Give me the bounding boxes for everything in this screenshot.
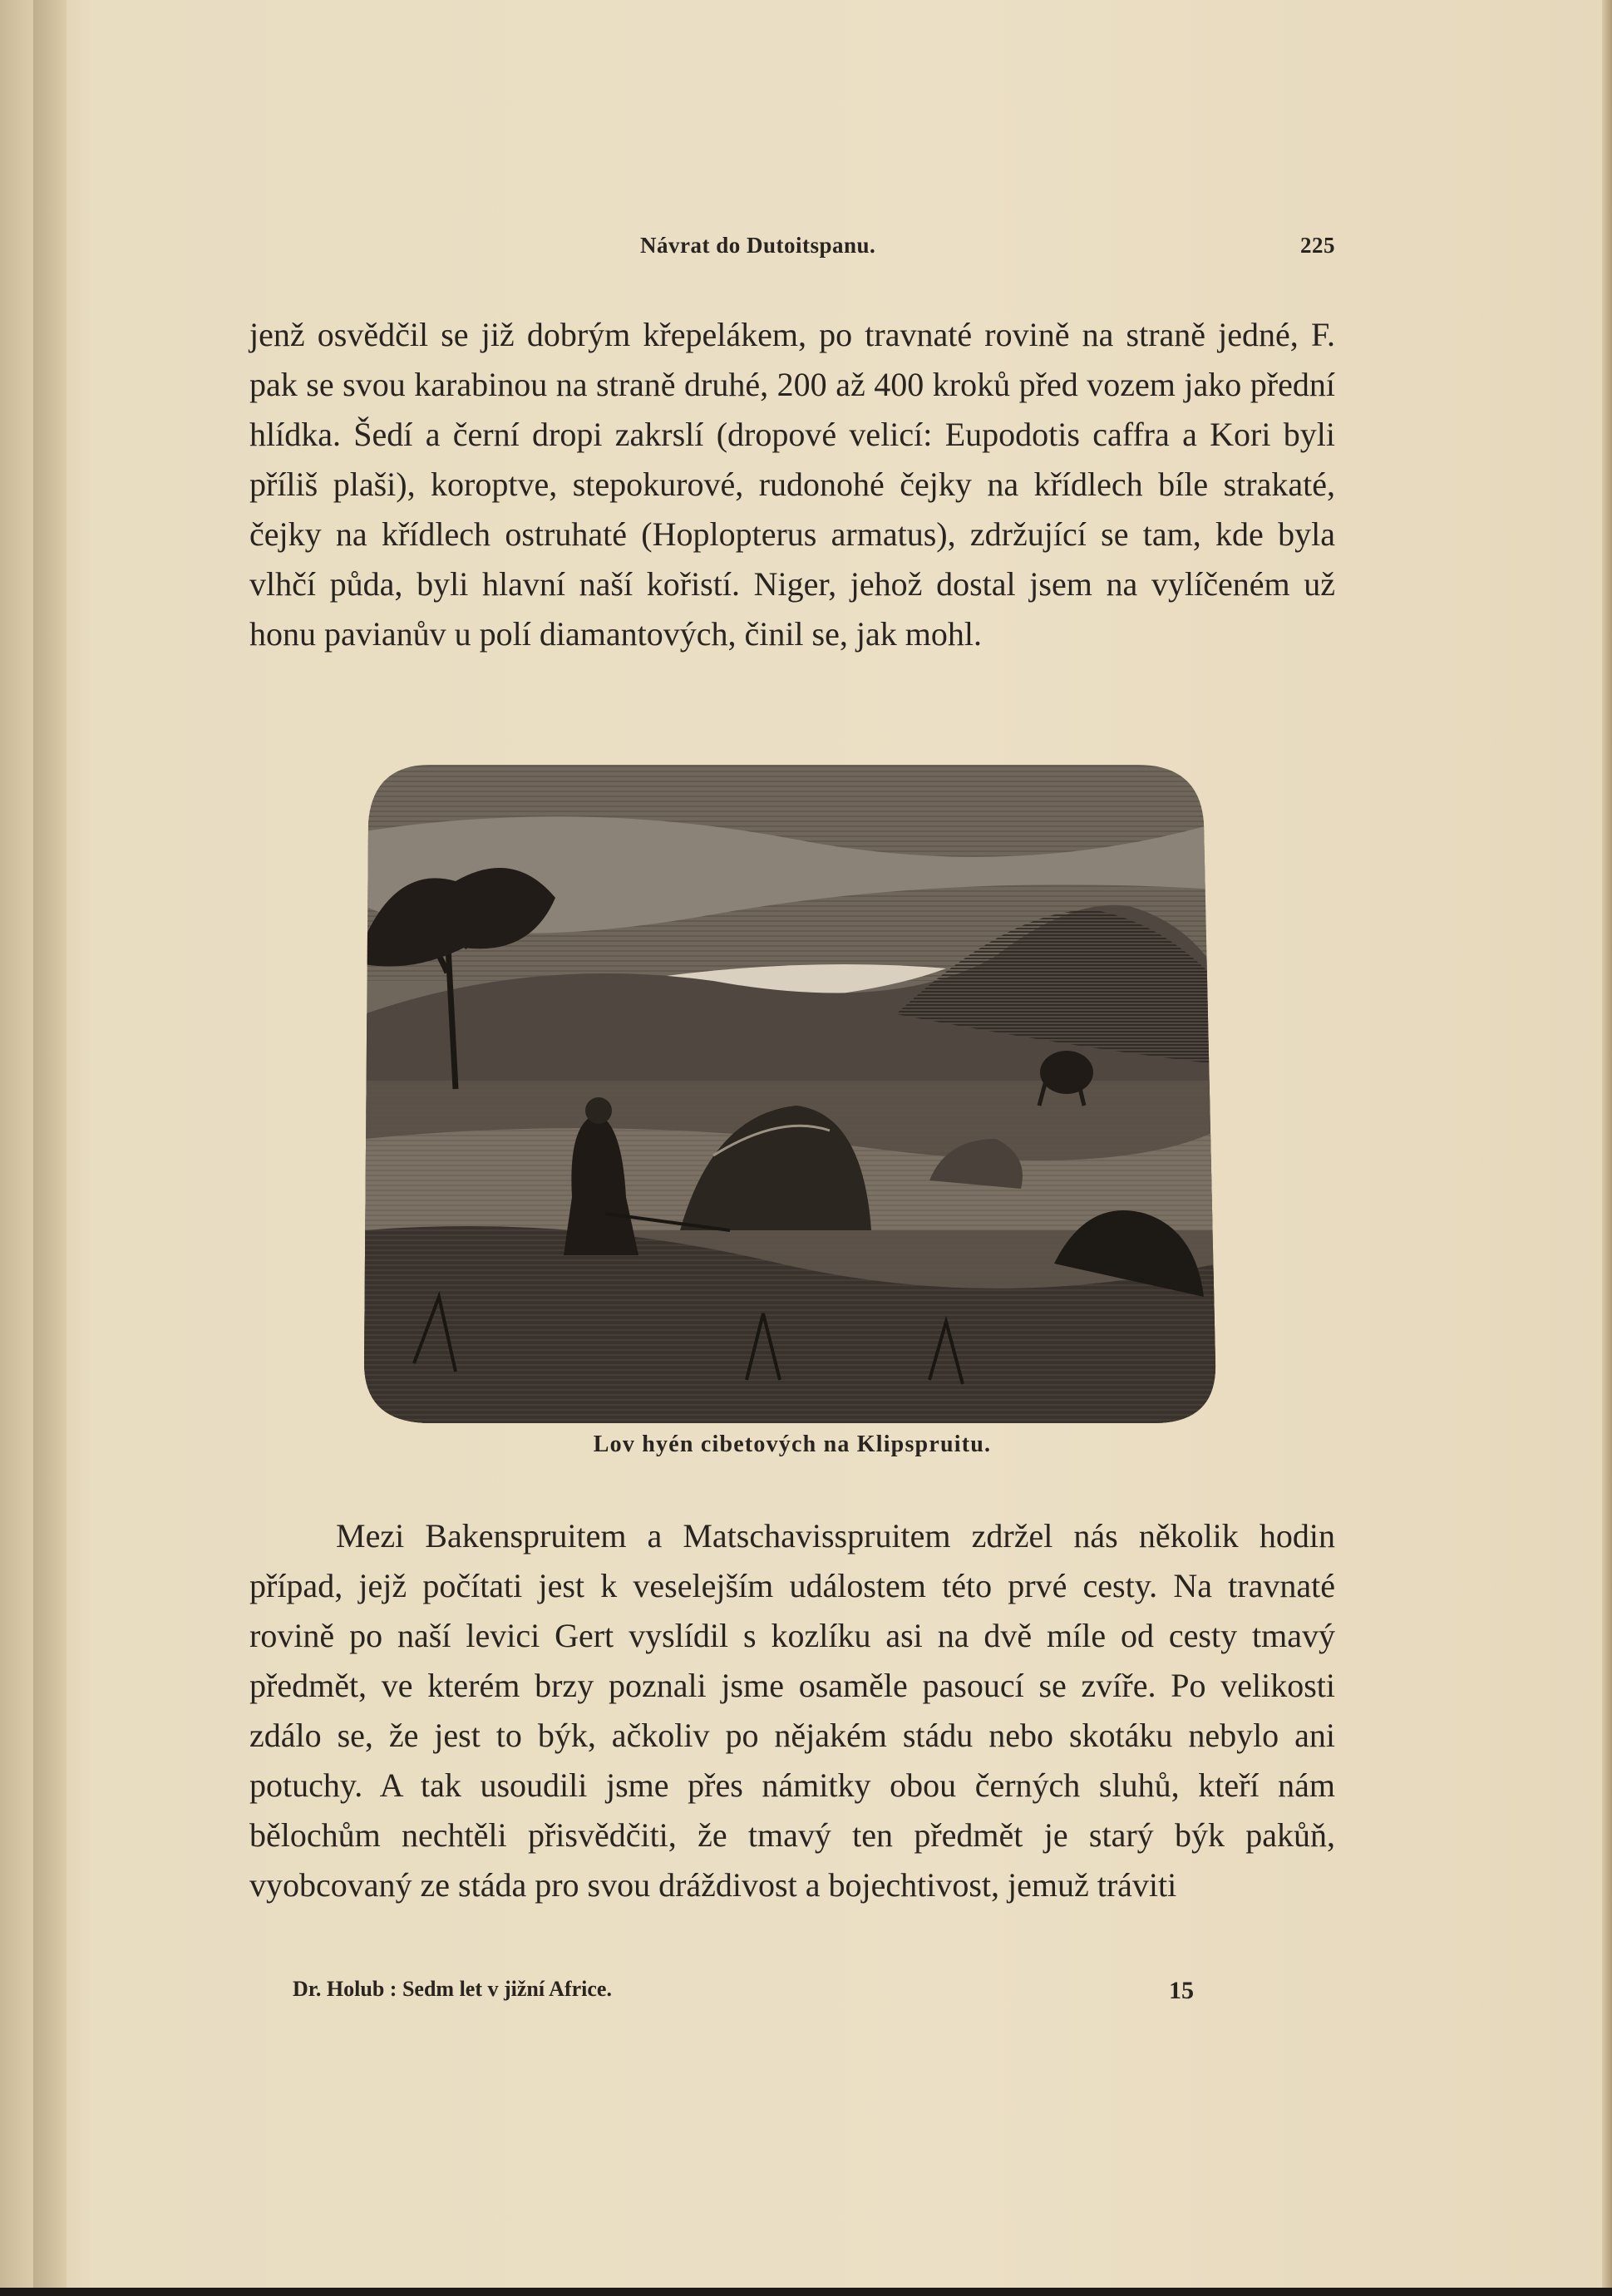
page-number: 225 (1300, 233, 1335, 258)
page-footer (293, 1977, 1207, 2010)
footer-author-title: Dr. Holub : Sedm let v jižní Africe. (293, 1977, 612, 2001)
running-head (249, 233, 1335, 266)
figure-caption: Lov hyén cibetových na Klipspruitu. (593, 1431, 992, 1457)
engraving-illustration (364, 765, 1217, 1423)
page-gutter (33, 0, 67, 2296)
scan-bottom-edge (0, 2288, 1612, 2296)
signature-mark: 15 (1169, 1977, 1194, 2004)
page-right-edge (1602, 0, 1612, 2296)
paragraph-1: jenž osvědčil se již dobrým křepelákem, po travnaté rovině na straně jedné, F. pak se svou karabinou na straně druhé, 200 až 400 kroků před vozem jako přední hlídka. Šedí a černí dropi zakrslí (dropové velicí: Eupodotis caffra a Kori byli příliš plaši), koroptve, stepokurové, rudonohé čejky na křídlech bíle strakaté, čejky na křídlech ostruhaté (Hoplopterus armatus), zdržující se tam, kde byla vlhčí půda, byli hlavní naší kořistí. Niger, jehož dostal jsem na vylíčeném už honu pavianův u polí diamantových, činil se, jak mohl. (249, 316, 1335, 653)
paragraph-2: Mezi Bakenspruitem a Matschavisspruitem zdržel nás několik hodin případ, jejž počítati jest k veselejším událostem této prvé cesty. Na travnaté rovině po naší levici Gert vyslídil s kozlíku asi na dvě míle od cesty tmavý předmět, ve kterém brzy poznali jsme osaměle pasoucí se zvíře. Po velikosti zdálo se, že jest to býk, ačkoliv po nějakém stádu nebo skotáku nebylo ani potuchy. A tak usoudili jsme přes námitky obou černých sluhů, kteří nám bělochům nechtěli přisvědčiti, že tmavý ten předmět je starý býk pakůň, vyobcovaný ze stáda pro svou dráždivost a bojechtivost, jemuž tráviti (249, 1517, 1335, 1904)
running-head-title: Návrat do Dutoitspanu. (640, 233, 876, 258)
